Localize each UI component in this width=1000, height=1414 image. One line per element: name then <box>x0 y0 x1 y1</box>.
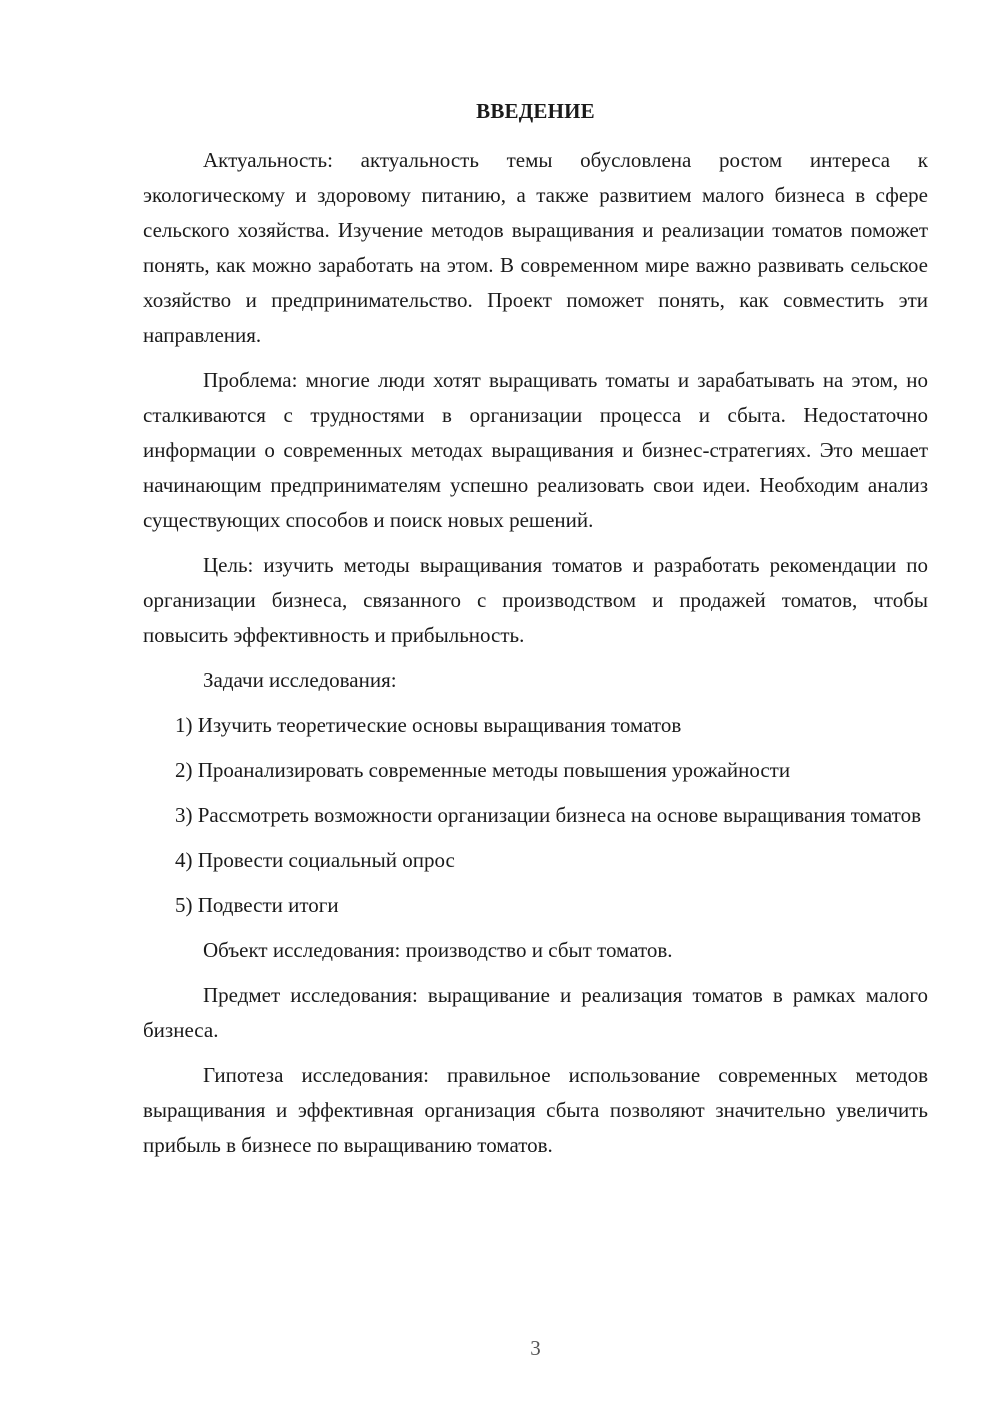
page-number: 3 <box>530 1336 541 1360</box>
page-title: ВВЕДЕНИЕ <box>476 99 595 123</box>
task-item-5: 5) Подвести итоги <box>175 893 339 917</box>
paragraph-goal: Цель: изучить методы выращивания томатов и разработать рекомендации по организации бизнеса, связанного с производством и продажей томатов, чтобы повысить эффективность и прибыльность. <box>143 553 928 647</box>
document-body <box>143 143 928 1173</box>
paragraph-hypothesis: Гипотеза исследования: правильное использование современных методов выращивания и эффективная организация сбыта позволяют значительно увеличить прибыль в бизнесе по выращиванию томатов. <box>143 1063 928 1157</box>
paragraph-problem: Проблема: многие люди хотят выращивать томаты и зарабатывать на этом, но сталкиваются с трудностями в организации процесса и сбыта. Недостаточно информации о современных методах выращивания и бизнес-стратегиях. Это мешает начинающим предпринимателям успешно реализовать свои идеи. Необходим анализ существующих способов и поиск новых решений. <box>143 368 928 532</box>
task-item-3: 3) Рассмотреть возможности организации бизнеса на основе выращивания томатов <box>175 803 921 827</box>
task-item-2: 2) Проанализировать современные методы повышения урожайности <box>175 758 791 782</box>
task-item-1: 1) Изучить теоретические основы выращивания томатов <box>175 713 682 737</box>
task-item-4: 4) Провести социальный опрос <box>175 848 455 872</box>
paragraph-object: Объект исследования: производство и сбыт томатов. <box>203 938 673 962</box>
paragraph-relevance: Актуальность: актуальность темы обусловлена ростом интереса к экологическому и здоровому питанию, а также развитием малого бизнеса в сфере сельского хозяйства. Изучение методов выращивания и реализации томатов поможет понять, как можно заработать на этом. В современном мире важно развивать сельское хозяйство и предпринимательство. Проект поможет понять, как совместить эти направления. <box>143 148 928 347</box>
document-page <box>143 0 928 1414</box>
paragraph-subject: Предмет исследования: выращивание и реализация томатов в рамках малого бизнеса. <box>143 983 928 1042</box>
tasks-heading: Задачи исследования: <box>203 668 397 692</box>
